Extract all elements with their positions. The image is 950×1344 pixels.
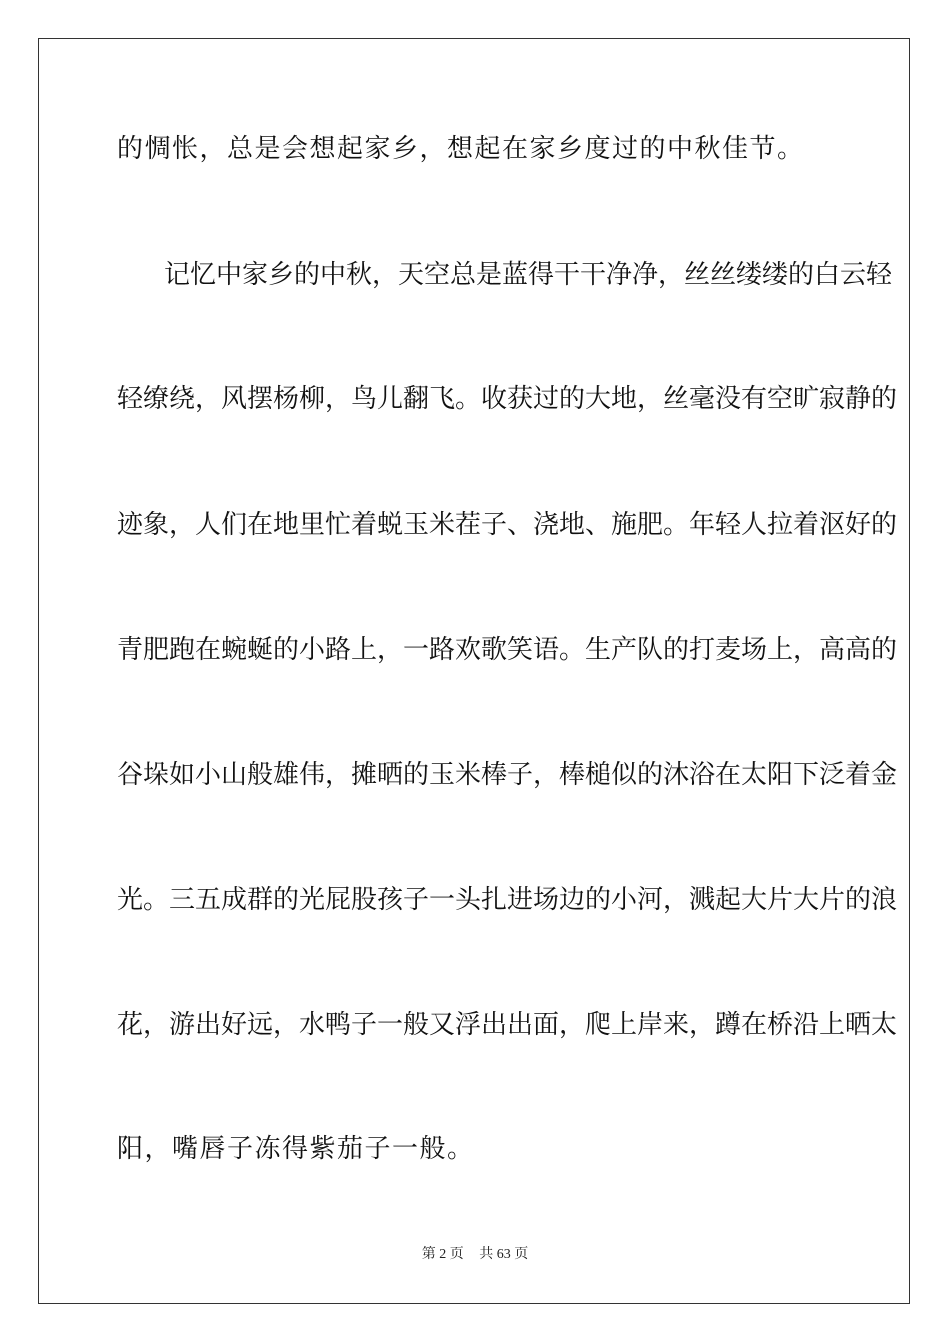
paragraph-line: 轻缭绕，风摆杨柳，鸟儿翻飞。收获过的大地，丝毫没有空旷寂静的 bbox=[117, 384, 898, 414]
page-frame bbox=[38, 38, 910, 1304]
paragraph-line: 光。三五成群的光屁股孩子一头扎进场边的小河，溅起大片大片的浪 bbox=[117, 885, 898, 915]
paragraph-line: 青肥跑在蜿蜒的小路上，一路欢歌笑语。生产队的打麦场上，高高的 bbox=[117, 635, 898, 665]
paragraph-line: 阳，嘴唇子冻得紫茄子一般。 bbox=[117, 1134, 475, 1164]
paragraph-line: 的惆怅，总是会想起家乡，想起在家乡度过的中秋佳节。 bbox=[117, 134, 805, 164]
page-total: 共 63 页 bbox=[479, 1247, 529, 1262]
paragraph-line: 花，游出好远，水鸭子一般又浮出出面，爬上岸来，蹲在桥沿上晒太 bbox=[117, 1010, 898, 1040]
page-number: 第 2 页 bbox=[421, 1247, 464, 1262]
paragraph-line: 记忆中家乡的中秋，天空总是蓝得干干净净，丝丝缕缕的白云轻 bbox=[164, 260, 893, 290]
page-footer bbox=[0, 1246, 950, 1264]
paragraph-line: 迹象，人们在地里忙着蜕玉米茬子、浇地、施肥。年轻人拉着沤好的 bbox=[117, 510, 898, 540]
paragraph-line: 谷垛如小山般雄伟，摊晒的玉米棒子，棒槌似的沐浴在太阳下泛着金 bbox=[117, 760, 898, 790]
